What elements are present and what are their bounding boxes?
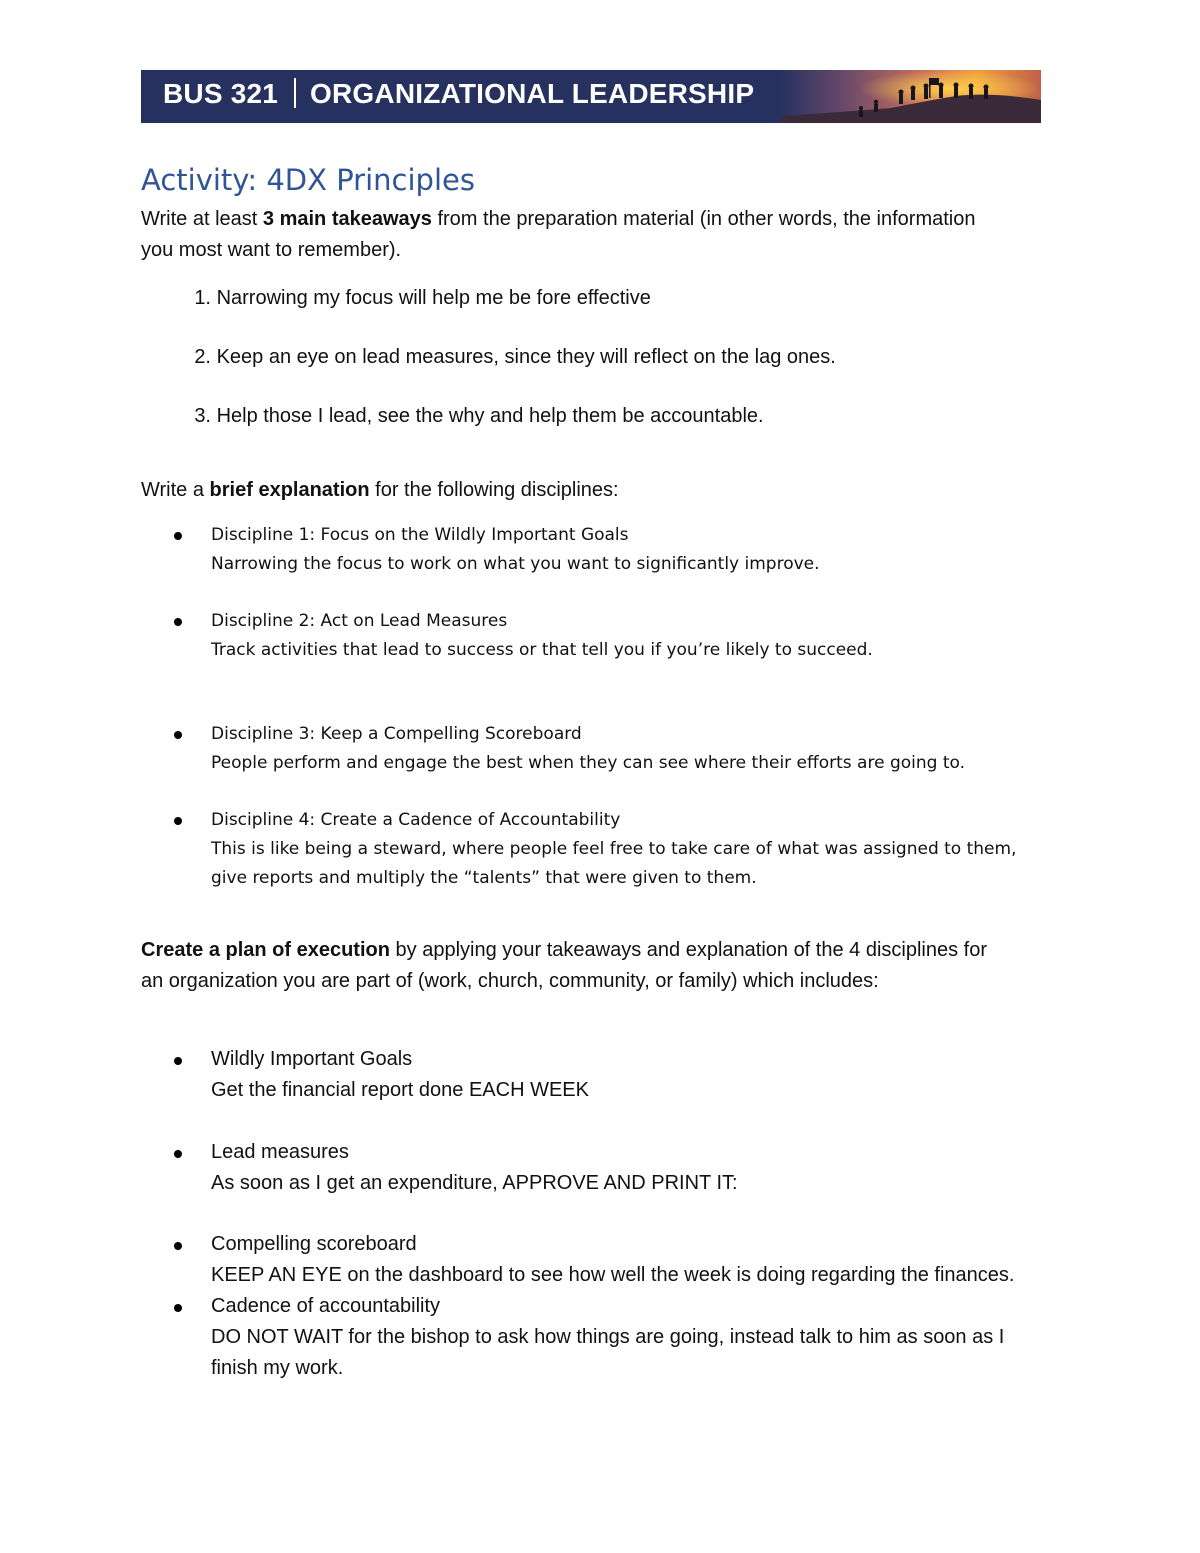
discipline-explanation: This is like being a steward, where people feel free to take care of what was assigned to them, (211, 839, 1017, 859)
discipline-item (170, 720, 1050, 778)
takeaways-instructions (141, 204, 976, 266)
instruction-suffix: from the preparation material (in other words, the information (431, 208, 976, 230)
banner-divider (294, 78, 296, 108)
bullet-icon (174, 817, 182, 825)
course-code: BUS 321 (163, 78, 279, 109)
course-title: ORGANIZATIONAL LEADERSHIP (310, 78, 755, 109)
explanation-suffix: for the following disciplines: (369, 479, 619, 501)
plan-item-detail: finish my work. (211, 1357, 344, 1379)
explanation-prefix: Write a (141, 479, 210, 501)
bullet-icon (174, 1057, 182, 1065)
banner-title (163, 78, 754, 110)
takeaway-text: Narrowing my focus will help me be fore effective (216, 287, 651, 309)
instruction-prefix: Write at least (141, 208, 263, 230)
instruction-emphasis: 3 main takeaways (262, 208, 432, 230)
takeaway-number: 3. (194, 405, 211, 427)
plan-item (170, 1137, 1050, 1199)
discipline-explanation: People perform and engage the best when they can see where their efforts are going to. (211, 753, 965, 773)
bullet-icon (174, 618, 182, 626)
bullet-icon (174, 1150, 182, 1158)
course-banner (141, 70, 1041, 123)
takeaway-item (141, 343, 836, 371)
discipline-explanation: Track activities that lead to success or that tell you if you’re likely to succeed. (211, 640, 873, 660)
plan-item (170, 1044, 1050, 1106)
plan-item-title: Compelling scoreboard (211, 1233, 417, 1255)
plan-instructions (141, 935, 987, 997)
takeaway-number: 1. (194, 287, 211, 309)
page-title: Activity: 4DX Principles (141, 163, 475, 197)
plan-item-detail: KEEP AN EYE on the dashboard to see how well the week is doing regarding the finances. (211, 1264, 1015, 1286)
discipline-item (170, 806, 1050, 893)
plan-emphasis: Create a plan of execution (141, 939, 390, 961)
discipline-explanation: Narrowing the focus to work on what you want to significantly improve. (211, 554, 820, 574)
plan-item-title: Lead measures (211, 1141, 349, 1163)
bullet-icon (174, 1242, 182, 1250)
plan-item (170, 1291, 1050, 1384)
instruction-line-2: you most want to remember). (141, 239, 402, 261)
mountain-climbers-image (781, 70, 1041, 123)
plan-item-detail: As soon as I get an expenditure, APPROVE AND PRINT IT: (211, 1172, 738, 1194)
plan-item-title: Cadence of accountability (211, 1295, 441, 1317)
plan-line-2: an organization you are part of (work, church, community, or family) which includes: (141, 970, 879, 992)
plan-item-title: Wildly Important Goals (211, 1048, 413, 1070)
plan-item-detail: DO NOT WAIT for the bishop to ask how things are going, instead talk to him as soon as I (211, 1326, 1005, 1348)
discipline-title: Discipline 2: Act on Lead Measures (211, 611, 508, 631)
discipline-explanation: give reports and multiply the “talents” that were given to them. (211, 868, 757, 888)
bullet-icon (174, 1304, 182, 1312)
discipline-item (170, 607, 1050, 665)
explanation-emphasis: brief explanation (209, 479, 370, 501)
bullet-icon (174, 731, 182, 739)
discipline-title: Discipline 4: Create a Cadence of Accountability (211, 810, 621, 830)
discipline-title: Discipline 1: Focus on the Wildly Important Goals (211, 525, 629, 545)
takeaway-text: Help those I lead, see the why and help them be accountable. (216, 405, 764, 427)
explanation-instructions (141, 475, 619, 506)
takeaway-text: Keep an eye on lead measures, since they will reflect on the lag ones. (216, 346, 836, 368)
plan-item-detail: Get the financial report done EACH WEEK (211, 1079, 589, 1101)
plan-suffix: by applying your takeaways and explanation of the 4 disciplines for (389, 939, 987, 961)
discipline-title: Discipline 3: Keep a Compelling Scoreboard (211, 724, 582, 744)
bullet-icon (174, 532, 182, 540)
takeaway-item (141, 402, 764, 430)
takeaway-item (141, 284, 651, 312)
discipline-item (170, 521, 1050, 579)
plan-item (170, 1229, 1050, 1291)
takeaway-number: 2. (194, 346, 211, 368)
